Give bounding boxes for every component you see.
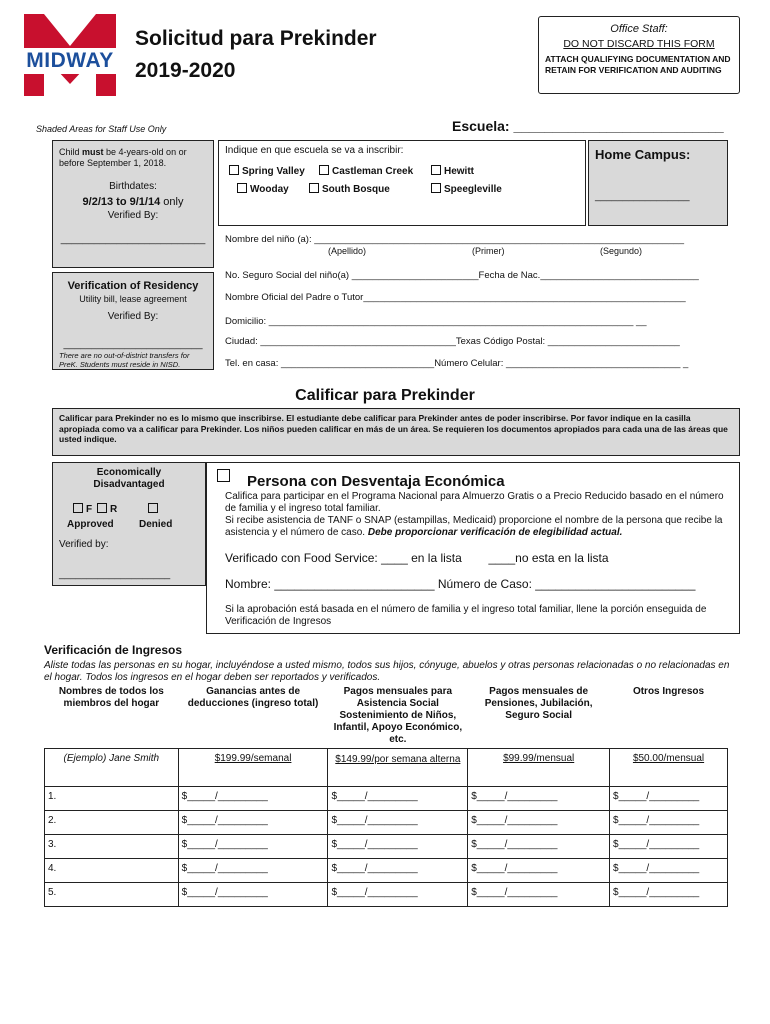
address-field[interactable]: Domicilio: _____________________________________________________________________ __ xyxy=(225,316,647,327)
earnings-cell[interactable]: $_____/_________ xyxy=(178,835,328,859)
welfare-cell[interactable]: $_____/_________ xyxy=(328,835,468,859)
pensions-cell[interactable]: $_____/_________ xyxy=(468,811,610,835)
table-row xyxy=(45,811,728,835)
qualify-text: Calificar para Prekinder no es lo mismo que inscribirse. El estudiante debe calificar para Prekinder antes de poder inscribirse. Por favor indique en la casilla apropiada como va a calificar para Prekinder. Los niños pueden calificar en más de un área. Se requieren los documentos apropiados para cada una de las áreas que usted indique. xyxy=(59,413,728,444)
segundo-label: (Segundo) xyxy=(600,246,643,256)
other-cell[interactable]: $_____/_________ xyxy=(610,811,728,835)
persona-p2: Si recibe asistencia de TANF o SNAP (estampillas, Medicaid) proporcione el nombre de la persona que recibe la asistencia y el número de caso. Debe proporcionar verificación de elegibilidad actual. xyxy=(225,515,723,538)
checkbox-icon[interactable] xyxy=(237,183,247,193)
earnings-cell[interactable]: $_____/_________ xyxy=(178,883,328,907)
income-header-row xyxy=(45,684,728,749)
econ-f-option[interactable]: F xyxy=(73,503,92,516)
checkbox-icon[interactable] xyxy=(431,165,441,175)
example-row xyxy=(45,749,728,787)
option-spring-valley[interactable]: Spring Valley xyxy=(229,165,305,178)
econ-box xyxy=(52,462,206,586)
table-row xyxy=(45,787,728,811)
econ-title: Economically Disadvantaged xyxy=(93,467,165,490)
header-pensions: Pagos mensuales de Pensiones, Jubilación, Seguro Social xyxy=(484,686,593,721)
city-zip-field[interactable]: Ciudad: _____________________________________Texas Código Postal: _________________________ xyxy=(225,336,680,347)
earnings-cell[interactable]: $_____/_________ xyxy=(178,787,328,811)
example-welfare: $149.99/por semana alterna xyxy=(328,749,468,787)
table-row xyxy=(45,883,728,907)
header-welfare: Pagos mensuales para Asistencia Social Sostenimiento de Niños, Infantil, Apoyo Económico, etc. xyxy=(333,686,463,745)
header-household-names: Nombres de todos los miembros del hogar xyxy=(58,686,164,709)
phone-field[interactable]: Tel. en casa: _____________________________Número Celular: _________________________________ _ xyxy=(225,358,689,369)
home-campus-box xyxy=(588,140,728,226)
pensions-cell[interactable]: $_____/_________ xyxy=(468,835,610,859)
row-number[interactable]: 1. xyxy=(45,787,179,811)
option-speegleville[interactable]: Speegleville xyxy=(431,183,502,196)
eligibility-verified-label: Verified By: xyxy=(107,210,159,221)
row-number[interactable]: 5. xyxy=(45,883,179,907)
school-selection-box xyxy=(218,140,586,226)
birthdate-range: 9/2/13 to 9/1/14 only xyxy=(82,196,184,208)
shaded-areas-note: Shaded Areas for Staff Use Only xyxy=(36,124,167,134)
home-campus-label: Home Campus: xyxy=(595,147,691,162)
example-other: $50.00/mensual xyxy=(610,749,728,787)
home-campus-line[interactable]: _________________ xyxy=(595,191,690,202)
persona-p1: Califica para participar en el Programa Nacional para Almuerzo Gratis o a Precio Reducido basado en el número de familia y el ingreso total familiar. xyxy=(225,491,724,514)
econ-verified-label: Verified by: xyxy=(59,539,109,550)
persona-note: Si la aprobación está basada en el número de familia y el ingreso total familiar, llene la porción enseguida de Verificación de Ingresos xyxy=(225,604,707,627)
parent-name-field[interactable]: Nombre Oficial del Padre o Tutor_____________________________________________________________ xyxy=(225,292,686,303)
residency-title: Verification of Residency xyxy=(67,280,199,292)
other-cell[interactable]: $_____/_________ xyxy=(610,835,728,859)
checkbox-icon[interactable] xyxy=(148,503,158,513)
row-number[interactable]: 4. xyxy=(45,859,179,883)
checkbox-icon[interactable] xyxy=(97,503,107,513)
econ-approved-label: Approved xyxy=(67,519,114,530)
income-table xyxy=(44,684,728,907)
earnings-cell[interactable]: $_____/_________ xyxy=(178,811,328,835)
persona-box xyxy=(206,462,740,634)
checkbox-icon[interactable] xyxy=(319,165,329,175)
row-number[interactable]: 2. xyxy=(45,811,179,835)
option-castleman-creek[interactable]: Castleman Creek xyxy=(319,165,413,178)
school-year: 2019-2020 xyxy=(135,59,236,82)
pensions-cell[interactable]: $_____/_________ xyxy=(468,859,610,883)
office-staff-box xyxy=(538,16,740,94)
econ-r-option[interactable]: R xyxy=(97,503,117,516)
residency-sub: Utility bill, lease agreement xyxy=(79,294,187,304)
other-cell[interactable]: $_____/_________ xyxy=(610,859,728,883)
food-service-field[interactable]: Verificado con Food Service: ____ en la lista ____no esta en la lista xyxy=(225,551,609,565)
econ-denied-label: Denied xyxy=(139,519,173,530)
welfare-cell[interactable]: $_____/_________ xyxy=(328,859,468,883)
office-staff-note: ATTACH QUALIFYING DOCUMENTATION AND RETAIN FOR VERIFICATION AND AUDITING xyxy=(545,54,731,75)
eligibility-verified-line[interactable]: __________________________ xyxy=(60,234,206,245)
checkbox-icon[interactable] xyxy=(431,183,441,193)
pensions-cell[interactable]: $_____/_________ xyxy=(468,787,610,811)
econ-denied-checkbox[interactable] xyxy=(148,503,161,516)
welfare-cell[interactable]: $_____/_________ xyxy=(328,811,468,835)
school-prompt: Indique en que escuela se va a inscribir: xyxy=(225,145,404,156)
persona-title: Persona con Desventaja Económica xyxy=(247,473,505,490)
qualify-title: Calificar para Prekinder xyxy=(295,387,475,404)
income-title: Verificación de Ingresos xyxy=(44,643,183,657)
row-number[interactable]: 3. xyxy=(45,835,179,859)
ssn-dob-field[interactable]: No. Seguro Social del niño(a) ________________________Fecha de Nac.______________________________ xyxy=(225,270,699,281)
header-earnings: Ganancias antes de deducciones (ingreso total) xyxy=(187,686,319,709)
persona-checkbox[interactable] xyxy=(217,469,230,482)
residency-verified-label: Verified By: xyxy=(107,311,159,322)
econ-verified-line[interactable]: ____________________ xyxy=(59,569,171,580)
example-pensions: $99.99/mensual xyxy=(468,749,610,787)
residency-note: There are no out-of-district transfers for PreK. Students must reside in NISD. xyxy=(59,351,190,369)
birthdates-label: Birthdates: xyxy=(109,181,157,192)
checkbox-icon[interactable] xyxy=(309,183,319,193)
welfare-cell[interactable]: $_____/_________ xyxy=(328,787,468,811)
table-row xyxy=(45,859,728,883)
checkbox-icon[interactable] xyxy=(73,503,83,513)
table-row xyxy=(45,835,728,859)
example-name: (Ejemplo) Jane Smith xyxy=(45,749,179,787)
office-staff-warning: DO NOT DISCARD THIS FORM xyxy=(563,38,715,50)
other-cell[interactable]: $_____/_________ xyxy=(610,883,728,907)
qualify-text-box xyxy=(52,408,740,456)
option-wooday[interactable]: Wooday xyxy=(237,183,289,196)
other-cell[interactable]: $_____/_________ xyxy=(610,787,728,811)
nombre-caso-field[interactable]: Nombre: ________________________ Número de Caso: ________________________ xyxy=(225,577,696,591)
midway-logo xyxy=(22,12,118,98)
logo-text: MIDWAY xyxy=(26,49,114,72)
eligibility-text: Child must be 4-years-old on or before September 1, 2018. xyxy=(59,147,187,168)
apellido-label: (Apellido) xyxy=(328,246,367,256)
residency-verified-line[interactable]: _________________________ xyxy=(63,339,203,350)
earnings-cell[interactable]: $_____/_________ xyxy=(178,859,328,883)
page-title: Solicitud para Prekinder xyxy=(135,27,377,50)
option-hewitt[interactable]: Hewitt xyxy=(431,165,474,178)
office-staff-label: Office Staff: xyxy=(610,23,668,35)
eligibility-box xyxy=(52,140,214,268)
welfare-cell[interactable]: $_____/_________ xyxy=(328,883,468,907)
residency-box xyxy=(52,272,214,370)
checkbox-icon[interactable] xyxy=(229,165,239,175)
child-name-field[interactable]: Nombre del niño (a): ______________________________________________________________________ xyxy=(225,234,685,245)
pensions-cell[interactable]: $_____/_________ xyxy=(468,883,610,907)
escuela-field[interactable]: Escuela: ___________________________ xyxy=(452,118,724,134)
option-south-bosque[interactable]: South Bosque xyxy=(309,183,390,196)
header-other-income: Otros Ingresos xyxy=(632,686,705,697)
example-earnings: $199.99/semanal xyxy=(178,749,328,787)
primer-label: (Primer) xyxy=(472,246,505,256)
income-instructions: Aliste todas las personas en su hogar, incluyéndose a usted mismo, todos sus hijos, cónyuge, abuelos y otras personas relacionadas o no relacionadas en el hogar. Todos los ingresos en el hogar deben ser reportados y verificados. xyxy=(44,660,730,683)
